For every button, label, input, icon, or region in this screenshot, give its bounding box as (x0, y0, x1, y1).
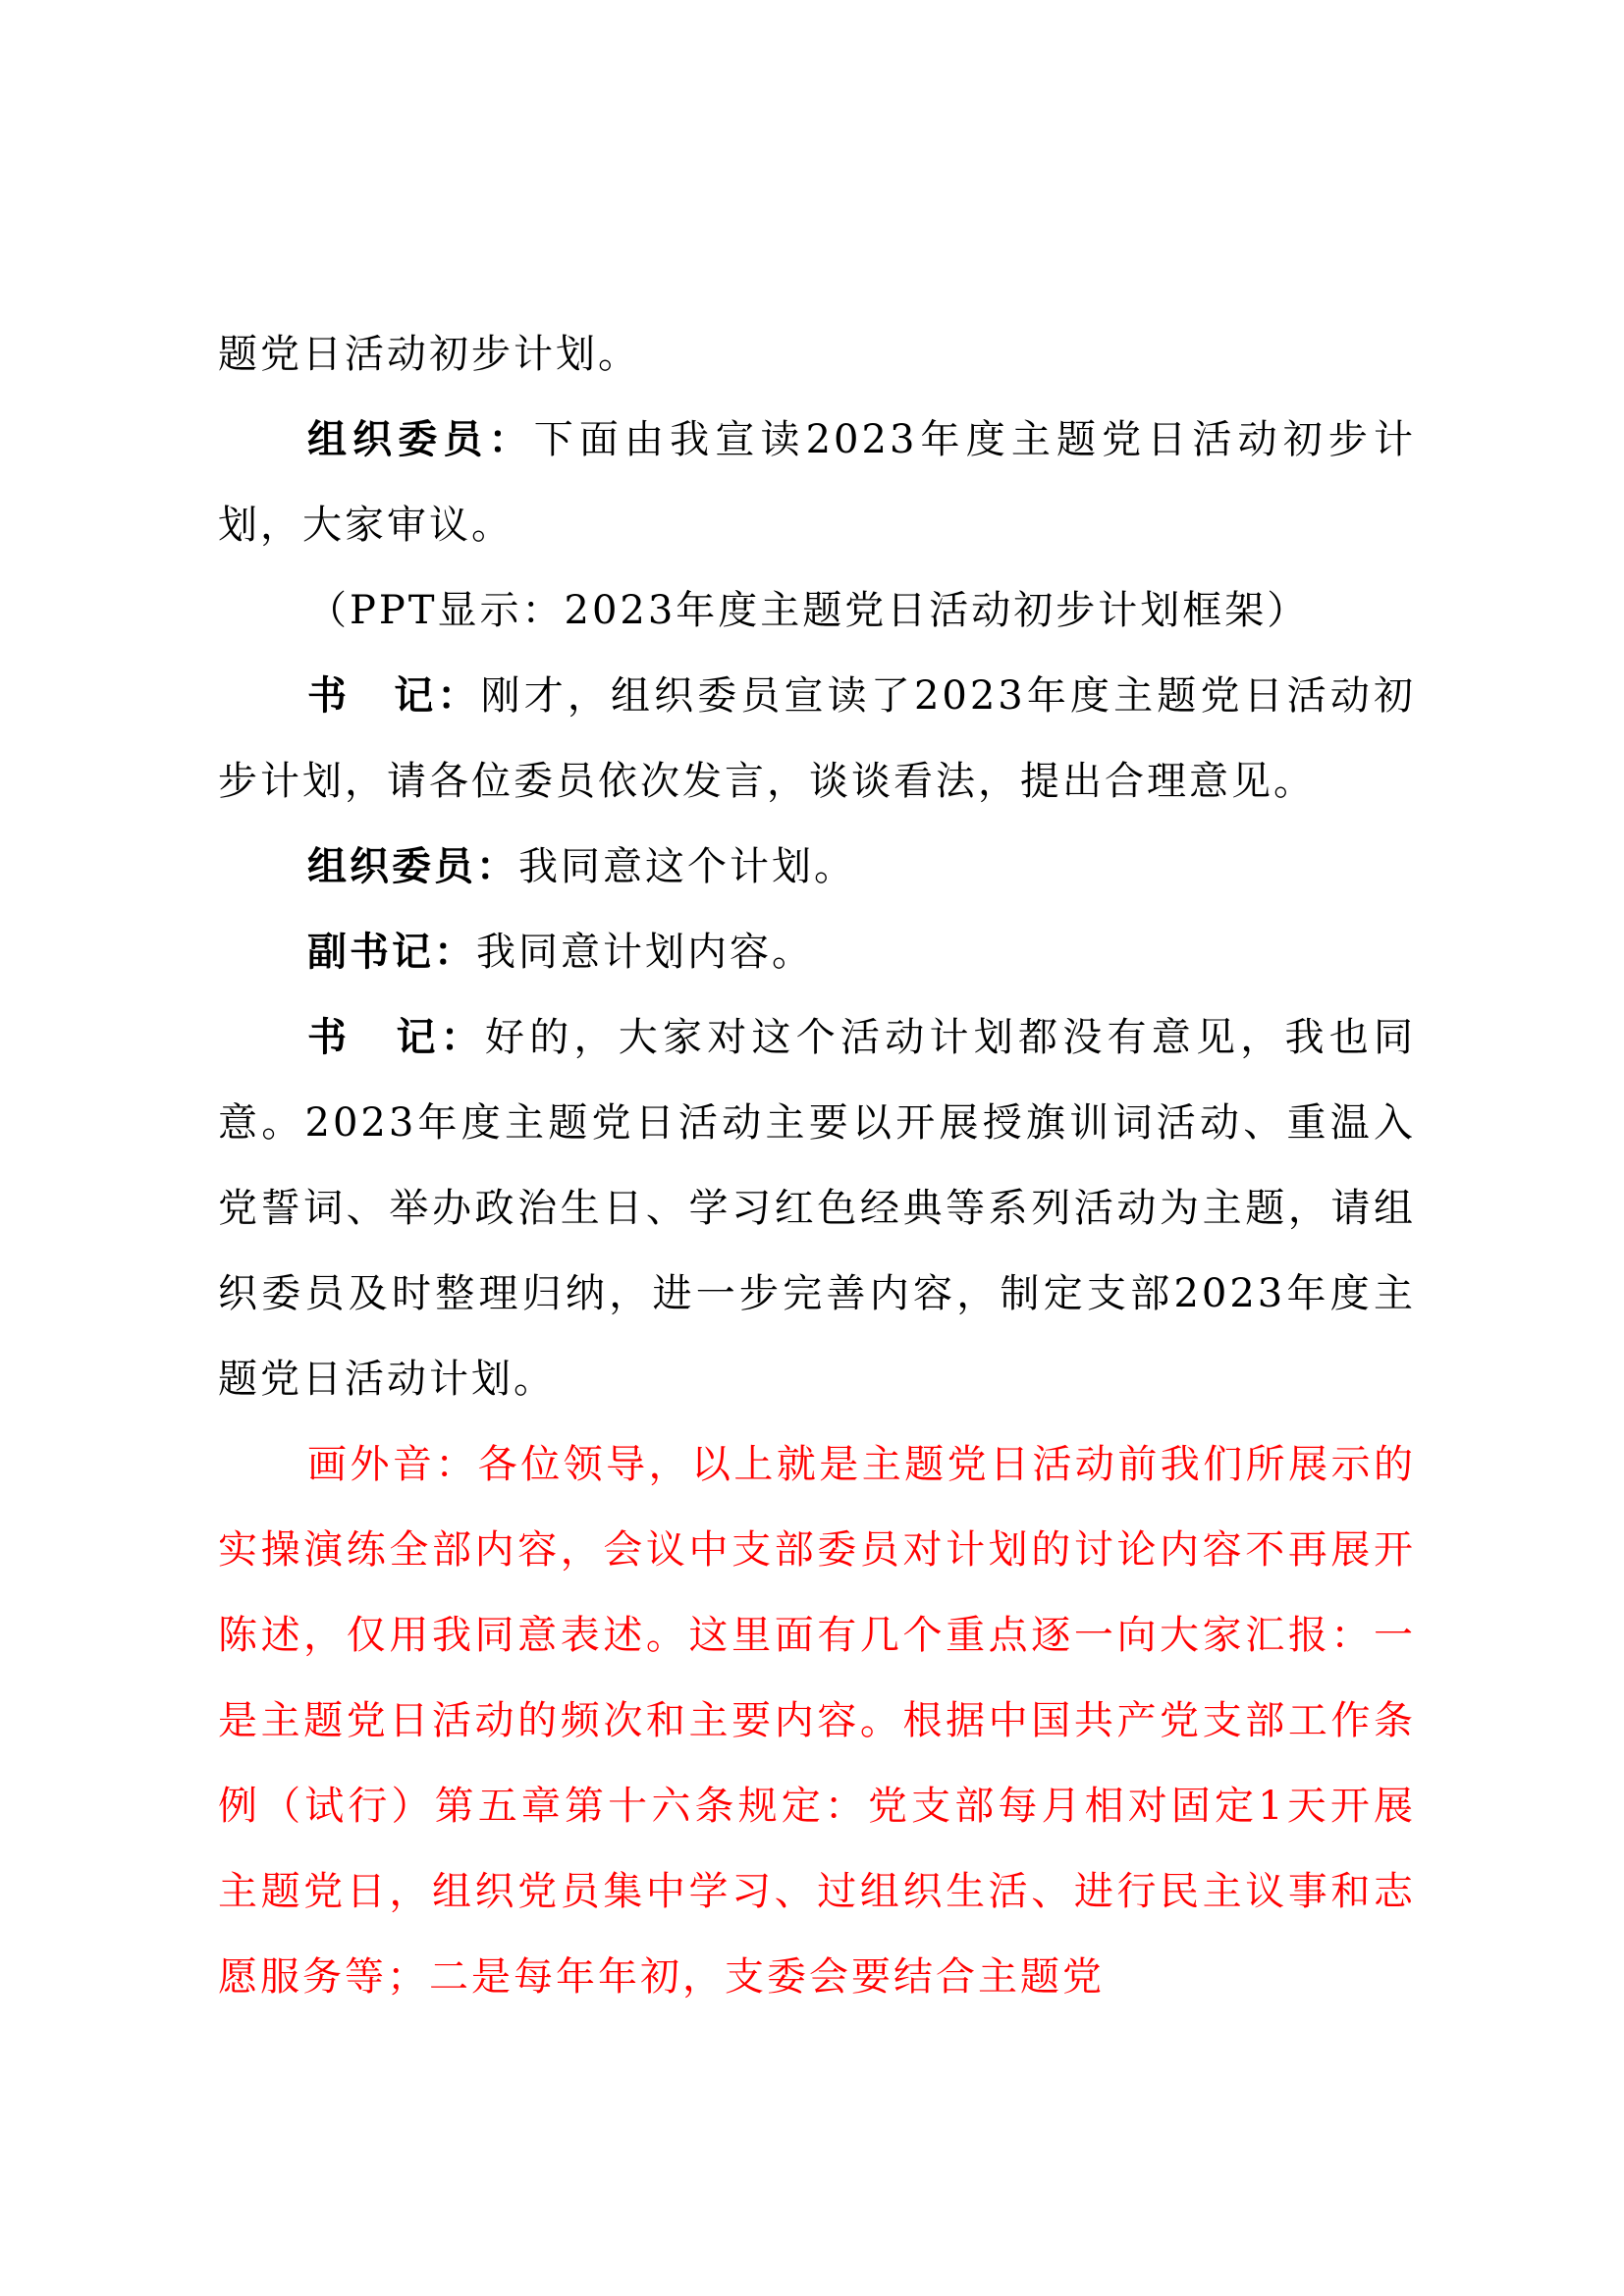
paragraph-text: 刚才，组织委员宣读了2023年度主题党日活动初步计划，请各位委员依次发言，谈谈看法，提出合理意见。 (218, 673, 1417, 804)
paragraph-4 (218, 654, 1416, 825)
paragraph-6 (218, 910, 1416, 995)
paragraph-8-voiceover (218, 1422, 1416, 2020)
paragraph-text: （PPT显示：2023年度主题党日活动初步计划框架） (307, 588, 1310, 633)
speaker-label: 书 记： (307, 673, 481, 719)
document-page (218, 312, 1416, 2020)
paragraph-2 (218, 398, 1416, 568)
paragraph-1 (218, 312, 1416, 398)
paragraph-text: 我同意这个计划。 (518, 844, 856, 889)
paragraph-text: 下面由我宣读2023年度主题党日活动初步计划，大家审议。 (218, 417, 1417, 548)
paragraph-5 (218, 825, 1416, 910)
paragraph-3 (218, 568, 1416, 654)
paragraph-text: 我同意计划内容。 (476, 930, 814, 975)
paragraph-text: 画外音：各位领导，以上就是主题党日活动前我们所展示的实操演练全部内容，会议中支部委员对计划的讨论内容不再展开陈述，仅用我同意表述。这里面有几个重点逐一向大家汇报：一是主题党日活动的频次和主要内容。根据中国共产党支部工作条例（试行）第五章第十六条规定：党支部每月相对固定1天开展主题党日，组织党员集中学习、过组织生活、进行民主议事和志愿服务等；二是每年年初，支委会要结合主题党 (218, 1442, 1416, 2000)
speaker-label: 书 记： (307, 1015, 485, 1060)
speaker-label: 副书记： (307, 930, 476, 975)
speaker-label: 组织委员： (307, 844, 518, 889)
paragraph-text: 题党日活动初步计划。 (218, 332, 640, 377)
paragraph-7 (218, 995, 1416, 1422)
paragraph-text: 好的，大家对这个活动计划都没有意见，我也同意。2023年度主题党日活动主要以开展授旗训词活动、重温入党誓词、举办政治生日、学习红色经典等系列活动为主题，请组织委员及时整理归纳，进一步完善内容，制定支部2023年度主题党日活动计划。 (218, 1015, 1416, 1402)
speaker-label: 组织委员： (307, 417, 534, 462)
